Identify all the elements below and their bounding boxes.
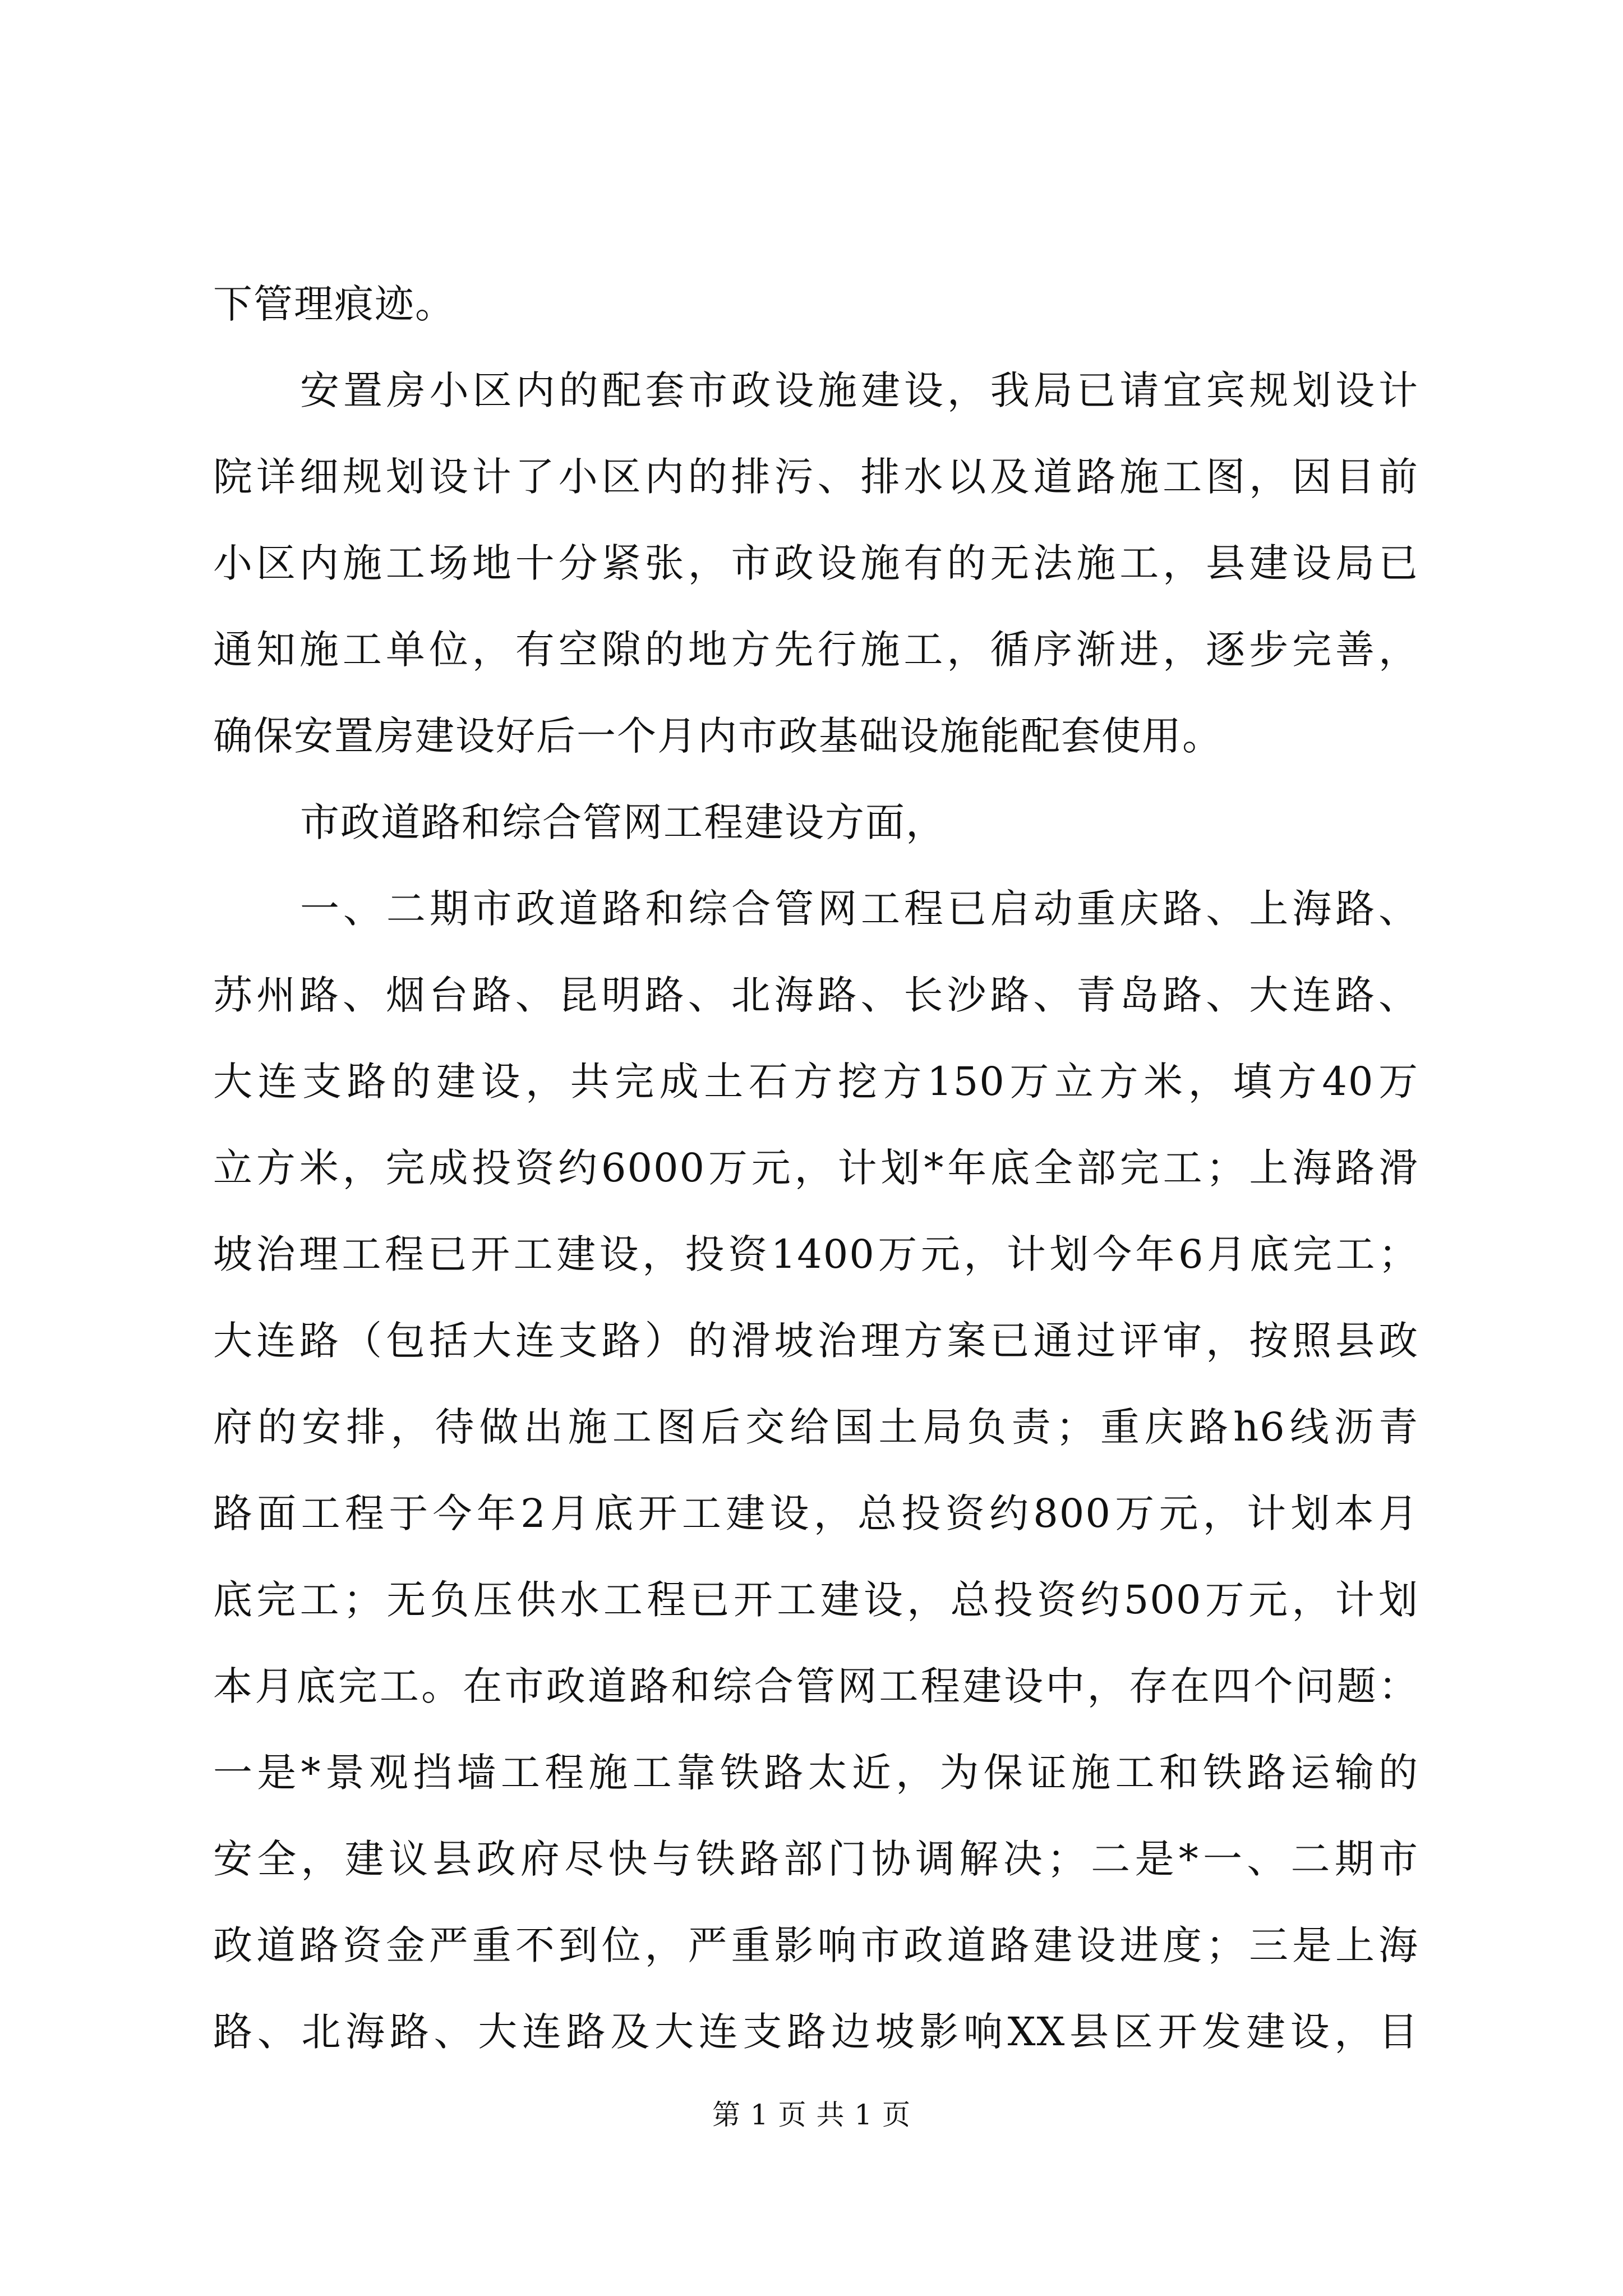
document-body (213, 261, 1419, 2075)
text-line: 确保安置房建设好后一个月内市政基础设施能配套使用。 (213, 713, 1223, 759)
text-line: 一、二期市政道路和综合管网工程已启动重庆路、上海路、 (300, 886, 1419, 932)
text-line: 大连路（包括大连支路）的滑坡治理方案已通过评审，按照县政 (213, 1318, 1419, 1364)
text-line: 苏州路、烟台路、昆明路、北海路、长沙路、青岛路、大连路、 (213, 972, 1419, 1018)
text-line: 院详细规划设计了小区内的排污、排水以及道路施工图，因目前 (213, 454, 1419, 500)
text-line: 府的安排，待做出施工图后交给国土局负责；重庆路h6线沥青 (213, 1404, 1419, 1450)
text-line: 政道路资金严重不到位，严重影响市政道路建设进度；三是上海 (213, 1922, 1419, 1968)
text-line: 下管理痕迹。 (213, 281, 455, 327)
text-line: 坡治理工程已开工建设，投资1400万元，计划今年6月底完工； (213, 1231, 1419, 1277)
text-line: 路、北海路、大连路及大连支路边坡影响XX县区开发建设，目 (213, 2009, 1419, 2055)
text-line: 小区内施工场地十分紧张，市政设施有的无法施工，县建设局已 (213, 540, 1419, 586)
text-line: 路面工程于今年2月底开工建设，总投资约800万元，计划本月 (213, 1490, 1419, 1536)
text-line: 立方米，完成投资约6000万元，计划*年底全部完工；上海路滑 (213, 1145, 1419, 1191)
text-line: 通知施工单位，有空隙的地方先行施工，循序渐进，逐步完善， (213, 627, 1419, 673)
text-line: 本月底完工。在市政道路和综合管网工程建设中，存在四个问题： (213, 1663, 1419, 1709)
text-line: 一是*景观挡墙工程施工靠铁路太近，为保证施工和铁路运输的 (213, 1750, 1419, 1796)
text-line: 大连支路的建设，共完成土石方挖方150万立方米，填方40万 (213, 1059, 1419, 1105)
text-line: 底完工；无负压供水工程已开工建设，总投资约500万元，计划 (213, 1577, 1419, 1623)
text-line: 安置房小区内的配套市政设施建设，我局已请宜宾规划设计 (300, 367, 1419, 413)
text-line: 安全，建议县政府尽快与铁路部门协调解决；二是*一、二期市 (213, 1836, 1419, 1882)
page-footer: 第 1 页 共 1 页 (712, 2099, 911, 2131)
text-line: 市政道路和综合管网工程建设方面， (300, 799, 946, 845)
